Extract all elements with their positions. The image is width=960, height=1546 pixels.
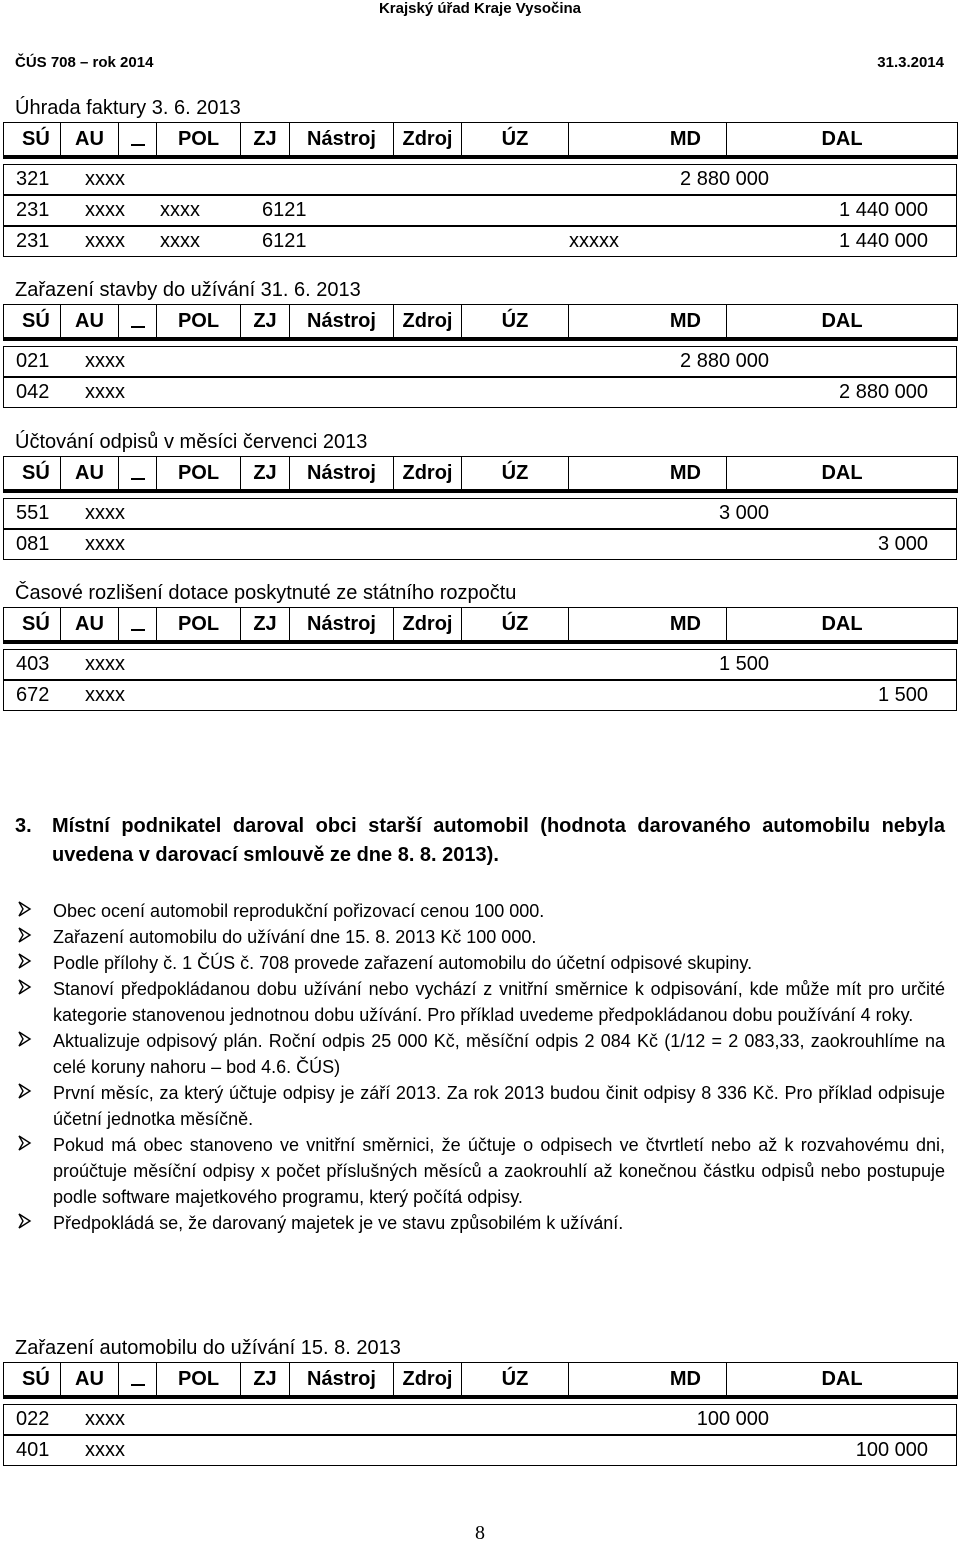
column-header: [119, 608, 157, 643]
arrow-bullet-icon: [17, 976, 37, 1002]
cell-su: 231: [16, 230, 50, 252]
arrow-bullet-icon: [17, 898, 37, 924]
section-number: 3.: [15, 815, 32, 837]
block-title: Účtování odpisů v měsíci červenci 2013: [15, 431, 368, 453]
underline-mark: [131, 308, 145, 328]
cell-au: xxxx: [85, 199, 125, 221]
table-row: [3, 346, 957, 377]
posting-header: [3, 1362, 958, 1399]
cell-su: 403: [16, 653, 50, 675]
column-header: Zdroj: [394, 123, 462, 158]
arrow-bullet-icon: [17, 1080, 37, 1106]
cell-dal: 3 000: [877, 533, 928, 555]
cell-au: xxxx: [85, 684, 125, 706]
cell-pol: xxxx: [160, 230, 200, 252]
list-item: Předpokládá se, že darovaný majetek je ve stavu způsobilém k užívání.: [15, 1210, 945, 1236]
column-header: SÚ: [4, 457, 61, 492]
cell-au: xxxx: [85, 168, 125, 190]
column-header: SÚ: [4, 123, 61, 158]
table-row: [3, 377, 957, 408]
list-item: Pokud má obec stanoveno ve vnitřní směrnici, že účtuje o odpisech ve čtvrtletí nebo až k rozvahovému dni, proúčtuje měsíční odpisy x počet příslušných měsíců a zaokrouhlí až konečnou částku odpisů nebo postupuje podle software majetkového programu, který počítá odpisy.: [15, 1132, 945, 1210]
column-header: DAL: [727, 123, 958, 158]
posting-header: [3, 456, 958, 493]
column-header: AU: [61, 457, 119, 492]
arrow-bullet-icon: [17, 924, 37, 950]
column-header: [119, 1363, 157, 1398]
table-row: [3, 1404, 957, 1435]
cell-au: xxxx: [85, 1439, 125, 1461]
cell-su: 081: [16, 533, 50, 555]
column-header: AU: [61, 123, 119, 158]
cell-dal: 2 880 000: [839, 381, 928, 403]
table-row: [3, 498, 957, 529]
table-row: [3, 529, 957, 560]
column-header: SÚ: [4, 608, 61, 643]
arrow-bullet-icon: [17, 1028, 37, 1054]
cell-zj: 6121: [262, 230, 307, 252]
cell-md: 3 000: [718, 502, 769, 524]
block-title: Zařazení automobilu do užívání 15. 8. 2013: [15, 1337, 401, 1359]
column-header: [119, 457, 157, 492]
column-header: POL: [157, 608, 241, 643]
column-header: DAL: [727, 1363, 958, 1398]
column-header: Nástroj: [290, 1363, 394, 1398]
cell-su: 231: [16, 199, 50, 221]
column-header: ZJ: [241, 608, 290, 643]
underline-mark: [131, 611, 145, 631]
column-header: Zdroj: [394, 457, 462, 492]
cell-au: xxxx: [85, 230, 125, 252]
column-header: DAL: [727, 608, 958, 643]
posting-header: [3, 122, 958, 159]
column-header: ÚZ: [462, 1363, 569, 1398]
posting-header: [3, 607, 958, 644]
column-header: MD: [569, 457, 727, 492]
column-header: POL: [157, 457, 241, 492]
arrow-bullet-icon: [17, 950, 37, 976]
cell-md: 2 880 000: [680, 168, 769, 190]
underline-mark: [131, 126, 145, 146]
cell-md: 100 000: [696, 1408, 769, 1430]
table-row: [3, 164, 957, 195]
cell-dal: 1 440 000: [839, 230, 928, 252]
column-header: ZJ: [241, 1363, 290, 1398]
column-header: DAL: [727, 457, 958, 492]
document-meta: [15, 54, 944, 74]
column-header: ZJ: [241, 457, 290, 492]
office-header: Krajský úřad Kraje Vysočina: [378, 0, 582, 17]
column-header: DAL: [727, 305, 958, 340]
column-header: ÚZ: [462, 123, 569, 158]
column-header: POL: [157, 305, 241, 340]
list-item: Stanoví předpokládanou dobu užívání nebo vychází z vnitřní směrnice k odpisování, kde může mít pro určité kategorie stanovenou jednotnou dobu užívání. Pro příklad uvedeme předpokládanou dobu používání 4 roky.: [15, 976, 945, 1028]
table-row: [3, 649, 957, 680]
column-header: Nástroj: [290, 305, 394, 340]
column-header: [119, 305, 157, 340]
cell-su: 042: [16, 381, 50, 403]
section-text: Místní podnikatel daroval obci starší automobil (hodnota darovaného automobilu nebyla uvedena v darovací smlouvě ze dne 8. 8. 2013).: [52, 815, 945, 866]
cell-dal: 100 000: [855, 1439, 928, 1461]
column-header: POL: [157, 1363, 241, 1398]
cell-su: 022: [16, 1408, 50, 1430]
column-header: AU: [61, 305, 119, 340]
table-row: [3, 226, 957, 257]
cell-su: 672: [16, 684, 50, 706]
cell-au: xxxx: [85, 1408, 125, 1430]
table-row: [3, 1435, 957, 1466]
column-header: MD: [569, 305, 727, 340]
block-title: Časové rozlišení dotace poskytnuté ze státního rozpočtu: [15, 582, 517, 604]
cell-au: xxxx: [85, 653, 125, 675]
list-item: Podle přílohy č. 1 ČÚS č. 708 provede zařazení automobilu do účetní odpisové skupiny.: [15, 950, 945, 976]
list-item: Aktualizuje odpisový plán. Roční odpis 25 000 Kč, měsíční odpis 2 084 Kč (1/12 = 2 083,33, zaokrouhlíme na celé koruny nahoru – bod 4.6. ČÚS): [15, 1028, 945, 1080]
cell-su: 551: [16, 502, 50, 524]
cell-au: xxxx: [85, 350, 125, 372]
cell-zj: 6121: [262, 199, 307, 221]
cell-su: 321: [16, 168, 50, 190]
cell-md: 2 880 000: [680, 350, 769, 372]
list-item: První měsíc, za který účtuje odpisy je září 2013. Za rok 2013 budou činit odpisy 8 336 Kč. Pro příklad odpisuje účetní jednotka měsíčně.: [15, 1080, 945, 1132]
cell-au: xxxx: [85, 381, 125, 403]
bullet-list: [15, 898, 945, 1236]
column-header: POL: [157, 123, 241, 158]
table-row: [3, 195, 957, 226]
column-header: Nástroj: [290, 457, 394, 492]
column-header: MD: [569, 608, 727, 643]
cell-dal: 1 440 000: [839, 199, 928, 221]
column-header: SÚ: [4, 1363, 61, 1398]
column-header: ÚZ: [462, 608, 569, 643]
cell-uz: xxxxx: [569, 230, 619, 252]
column-header: ZJ: [241, 123, 290, 158]
arrow-bullet-icon: [17, 1132, 37, 1158]
cell-au: xxxx: [85, 533, 125, 555]
table-row: [3, 680, 957, 711]
underline-mark: [131, 460, 145, 480]
column-header: Zdroj: [394, 1363, 462, 1398]
cell-au: xxxx: [85, 502, 125, 524]
arrow-bullet-icon: [17, 1210, 37, 1236]
document-date: 31.3.2014: [877, 54, 944, 71]
column-header: ÚZ: [462, 305, 569, 340]
page-number: 8: [475, 1522, 485, 1544]
column-header: AU: [61, 1363, 119, 1398]
cell-su: 021: [16, 350, 50, 372]
cell-md: 1 500: [718, 653, 769, 675]
column-header: Zdroj: [394, 608, 462, 643]
column-header: [119, 123, 157, 158]
column-header: Zdroj: [394, 305, 462, 340]
list-item: Obec ocení automobil reprodukční pořizovací cenou 100 000.: [15, 898, 945, 924]
cell-dal: 1 500: [877, 684, 928, 706]
cell-su: 401: [16, 1439, 50, 1461]
list-item: Zařazení automobilu do užívání dne 15. 8. 2013 Kč 100 000.: [15, 924, 945, 950]
posting-header: [3, 304, 958, 341]
column-header: ZJ: [241, 305, 290, 340]
column-header: AU: [61, 608, 119, 643]
column-header: SÚ: [4, 305, 61, 340]
block-title: Zařazení stavby do užívání 31. 6. 2013: [15, 279, 361, 301]
column-header: ÚZ: [462, 457, 569, 492]
block-title: Úhrada faktury 3. 6. 2013: [15, 97, 241, 119]
cell-pol: xxxx: [160, 199, 200, 221]
column-header: MD: [569, 1363, 727, 1398]
underline-mark: [131, 1366, 145, 1386]
document-id: ČÚS 708 – rok 2014: [15, 54, 154, 71]
column-header: MD: [569, 123, 727, 158]
column-header: Nástroj: [290, 608, 394, 643]
column-header: Nástroj: [290, 123, 394, 158]
